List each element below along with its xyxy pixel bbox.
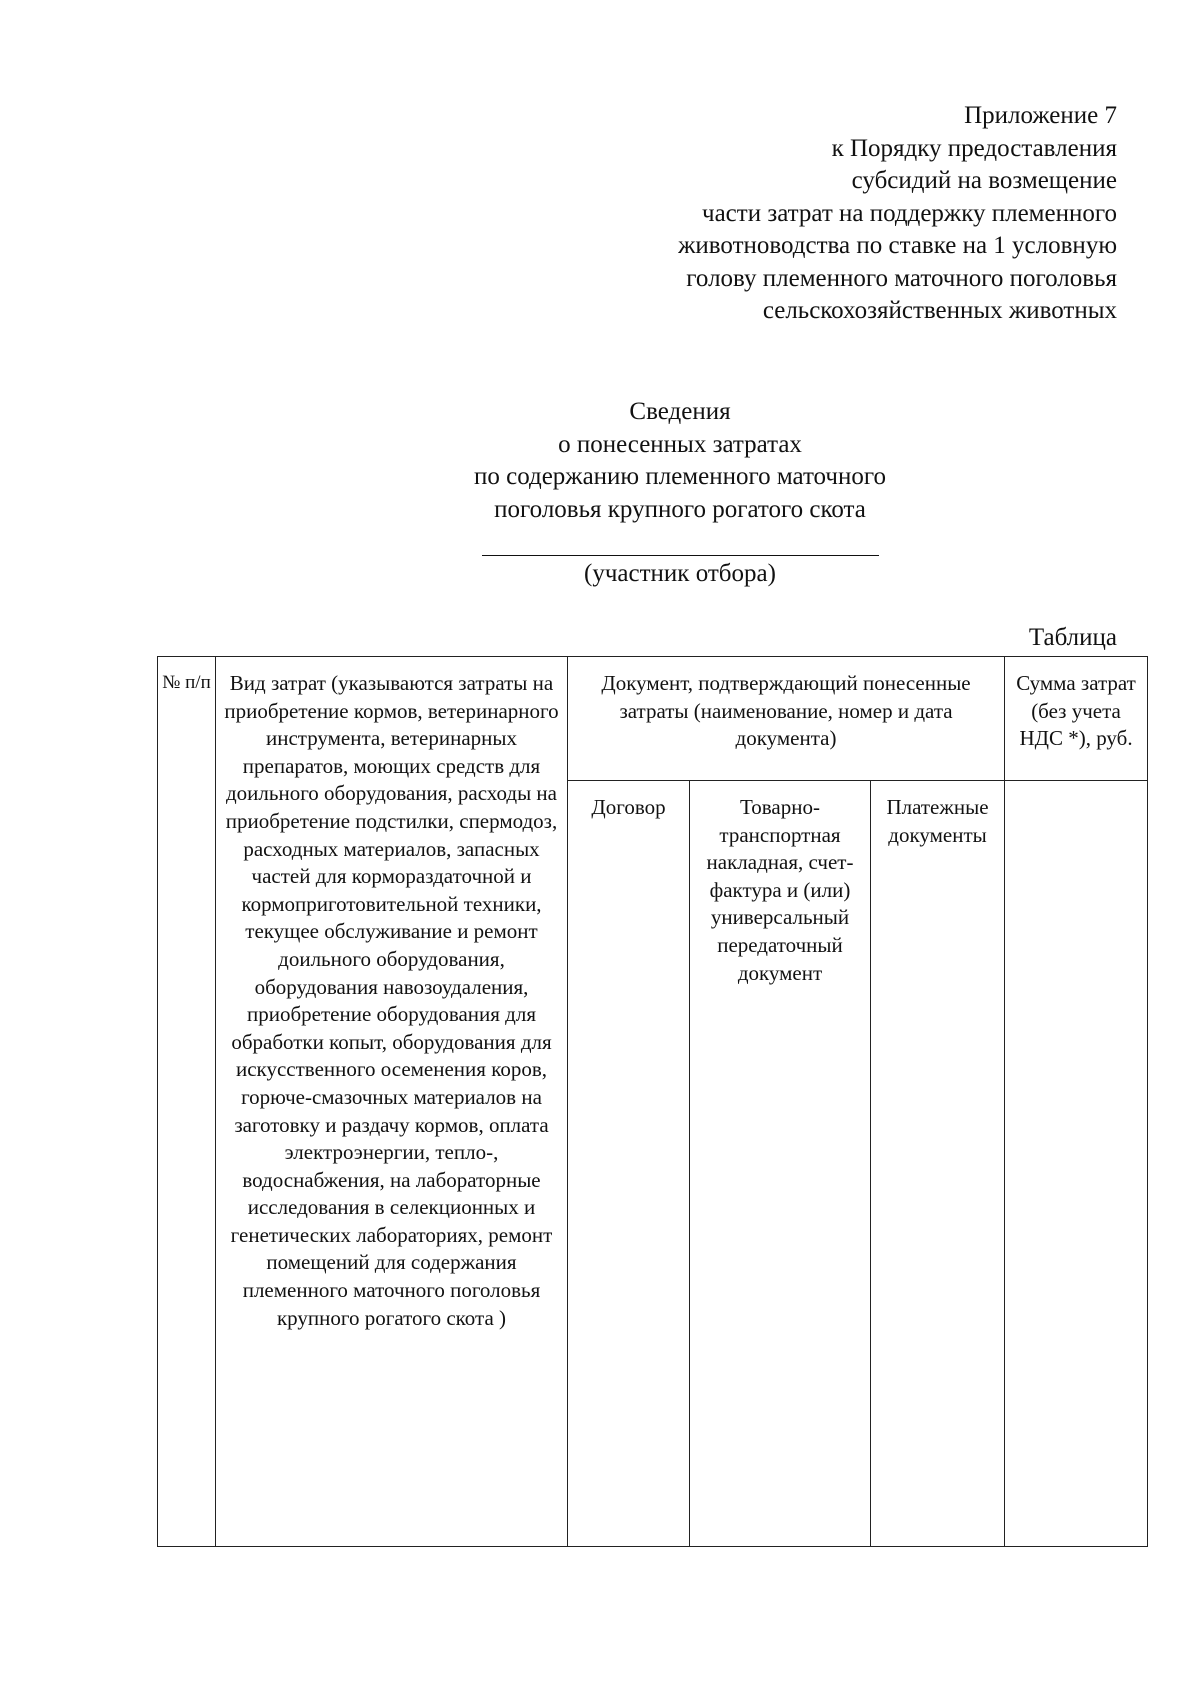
- participant-fill-line: [482, 555, 879, 556]
- header-payment: Платежные документы: [871, 781, 1005, 1547]
- header-number: № п/п: [158, 657, 216, 1547]
- appendix-line: Приложение 7: [964, 102, 1117, 129]
- title-line: по содержанию племенного маточного: [473, 463, 886, 490]
- table-label: Таблица: [1028, 624, 1117, 651]
- header-sum: Сумма затрат (без учета НДС *), руб.: [1005, 657, 1148, 781]
- appendix-line: субсидий на возмещение: [851, 167, 1117, 194]
- title-line: о понесенных затратах: [558, 430, 802, 458]
- appendix-note: [557, 100, 1117, 328]
- header-document: Документ, подтверждающий понесенные затраты (наименование, номер и дата документа): [568, 657, 1005, 781]
- title-line: поголовья крупного рогатого скота: [494, 495, 866, 523]
- title-line: Сведения: [629, 398, 731, 425]
- header-waybill: Товарно-транспортная накладная, счет-фактура и (или) универсальный передаточный документ: [690, 781, 871, 1547]
- appendix-line: к Порядку предоставления: [831, 134, 1117, 162]
- table-header-row: [158, 657, 1148, 781]
- appendix-line: части затрат на поддержку племенного: [702, 199, 1117, 227]
- participant-caption: (участник отбора): [584, 560, 776, 587]
- document-title: [380, 396, 980, 526]
- costs-table: [157, 656, 1148, 1547]
- appendix-line: животноводства по ставке на 1 условную: [678, 232, 1117, 259]
- appendix-line: сельскохозяйственных животных: [762, 297, 1117, 324]
- header-contract: Договор: [568, 781, 690, 1547]
- sum-empty-cell: [1005, 781, 1148, 1547]
- appendix-line: голову племенного маточного поголовья: [686, 264, 1117, 292]
- header-cost-type: Вид затрат (указываются затраты на приобретение кормов, ветеринарного инструмента, ветеринарных препаратов, моющих средств для доильного оборудования, расходы на приобретение подстилки, спермодоз, расходных материалов, запасных частей для кормораздаточной и кормоприготовительной техники, текущее обслуживание и ремонт доильного оборудования, оборудования навозоудаления, приобретение оборудования для обработки копыт, оборудования для искусственного осеменения коров, горюче-смазочных материалов на заготовку и раздачу кормов, оплата электроэнергии, тепло-, водоснабжения, на лабораторные исследования в селекционных и генетических лабораториях, ремонт помещений для содержания племенного маточного поголовья крупного рогатого скота ): [216, 657, 568, 1547]
